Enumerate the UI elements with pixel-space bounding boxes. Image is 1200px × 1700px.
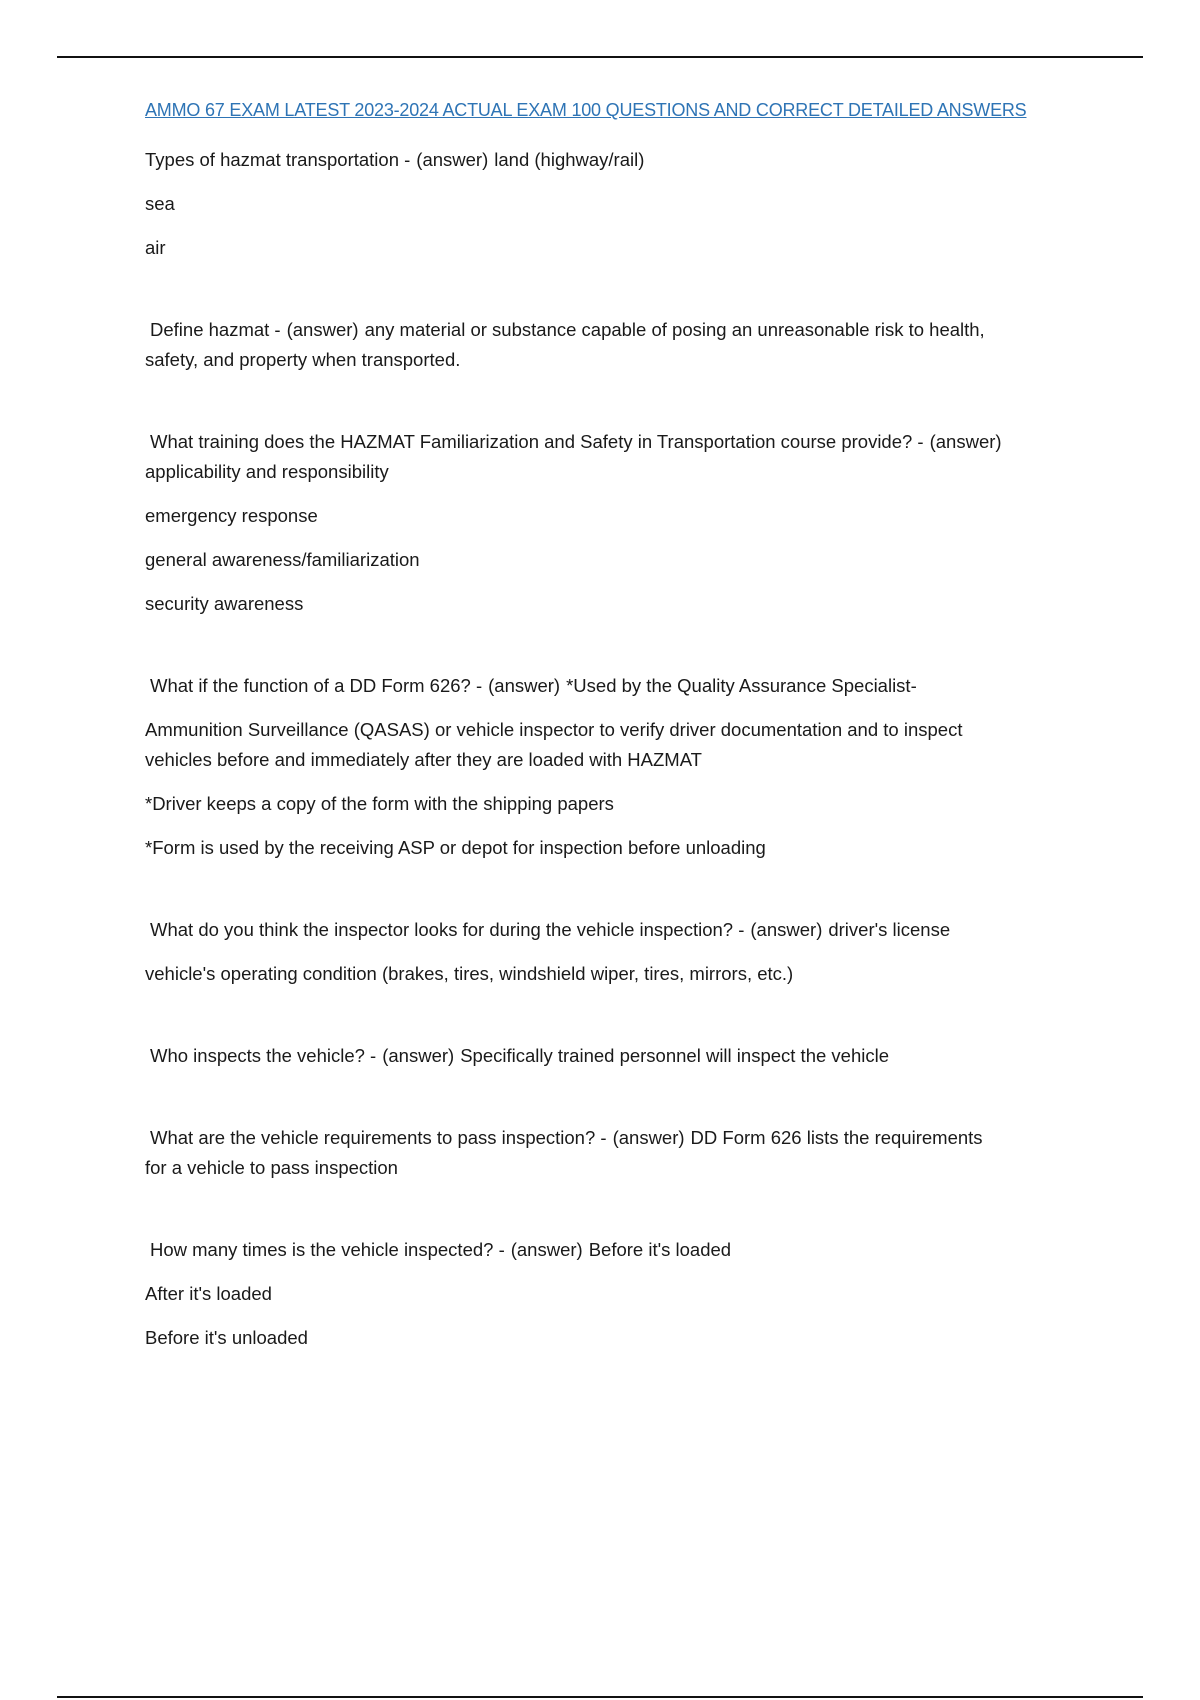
answer-text: land (highway/rail)	[494, 149, 645, 170]
answer-line: After it's loaded	[145, 1283, 272, 1304]
question-line	[145, 671, 1100, 701]
answer-line: air	[145, 237, 166, 258]
question-line	[145, 315, 1100, 345]
question-line	[145, 915, 1100, 945]
answer-text: Before it's loaded	[588, 1239, 732, 1260]
answer-line: Before it's unloaded	[145, 1327, 308, 1348]
answer-text: *Used by the Quality Assurance Specialist-	[566, 675, 917, 696]
question-text: Who inspects the vehicle? -	[150, 1045, 377, 1066]
qa-item	[145, 145, 1100, 263]
question-text: Define hazmat -	[150, 319, 281, 340]
question-line	[145, 145, 1100, 175]
qa-item	[145, 427, 1100, 619]
qa-item	[145, 915, 1100, 989]
answer-label: (answer)	[416, 149, 489, 170]
question-line	[145, 427, 1100, 457]
answer-line: general awareness/familiarization	[145, 549, 420, 570]
question-line	[145, 1123, 1100, 1153]
top-rule	[57, 56, 1143, 58]
answer-line: Ammunition Surveillance (QASAS) or vehicle inspector to verify driver documentation and to inspect	[145, 719, 963, 740]
answer-line: for a vehicle to pass inspection	[145, 1157, 398, 1178]
answer-text: DD Form 626 lists the requirements	[690, 1127, 983, 1148]
answer-line: vehicles before and immediately after they are loaded with HAZMAT	[145, 749, 702, 770]
document-body	[145, 97, 1100, 1367]
qa-item	[145, 1235, 1100, 1353]
answer-line: *Driver keeps a copy of the form with the shipping papers	[145, 793, 614, 814]
answer-label: (answer)	[286, 319, 359, 340]
question-text: What if the function of a DD Form 626? -	[150, 675, 483, 696]
question-line	[145, 1041, 1100, 1071]
answer-line: applicability and responsibility	[145, 461, 389, 482]
qa-item	[145, 671, 1100, 863]
question-text: Types of hazmat transportation -	[145, 149, 411, 170]
answer-line: security awareness	[145, 593, 304, 614]
question-line	[145, 1235, 1100, 1265]
document-title[interactable]: AMMO 67 EXAM LATEST 2023-2024 ACTUAL EXAM 100 QUESTIONS AND CORRECT DETAILED ANSWERS	[145, 100, 1027, 120]
qa-item	[145, 1123, 1100, 1183]
answer-line: emergency response	[145, 505, 318, 526]
answer-text: any material or substance capable of posing an unreasonable risk to health,	[364, 319, 985, 340]
question-text: How many times is the vehicle inspected? -	[150, 1239, 505, 1260]
answer-label: (answer)	[612, 1127, 685, 1148]
answer-line: vehicle's operating condition (brakes, tires, windshield wiper, tires, mirrors, etc.)	[145, 963, 794, 984]
answer-label: (answer)	[510, 1239, 583, 1260]
question-text: What training does the HAZMAT Familiarization and Safety in Transportation course provide? -	[150, 431, 924, 452]
qa-item	[145, 1041, 1100, 1071]
answer-label: (answer)	[750, 919, 823, 940]
question-text: What do you think the inspector looks for during the vehicle inspection? -	[150, 919, 745, 940]
answer-text: driver's license	[828, 919, 951, 940]
answer-label: (answer)	[929, 431, 1002, 452]
answer-line: sea	[145, 193, 175, 214]
answer-line: *Form is used by the receiving ASP or depot for inspection before unloading	[145, 837, 766, 858]
answer-line: safety, and property when transported.	[145, 349, 461, 370]
question-text: What are the vehicle requirements to pass inspection? -	[150, 1127, 607, 1148]
bottom-rule	[57, 1696, 1143, 1698]
answer-text: Specifically trained personnel will inspect the vehicle	[460, 1045, 889, 1066]
answer-label: (answer)	[382, 1045, 455, 1066]
qa-item	[145, 315, 1100, 375]
answer-label: (answer)	[488, 675, 561, 696]
